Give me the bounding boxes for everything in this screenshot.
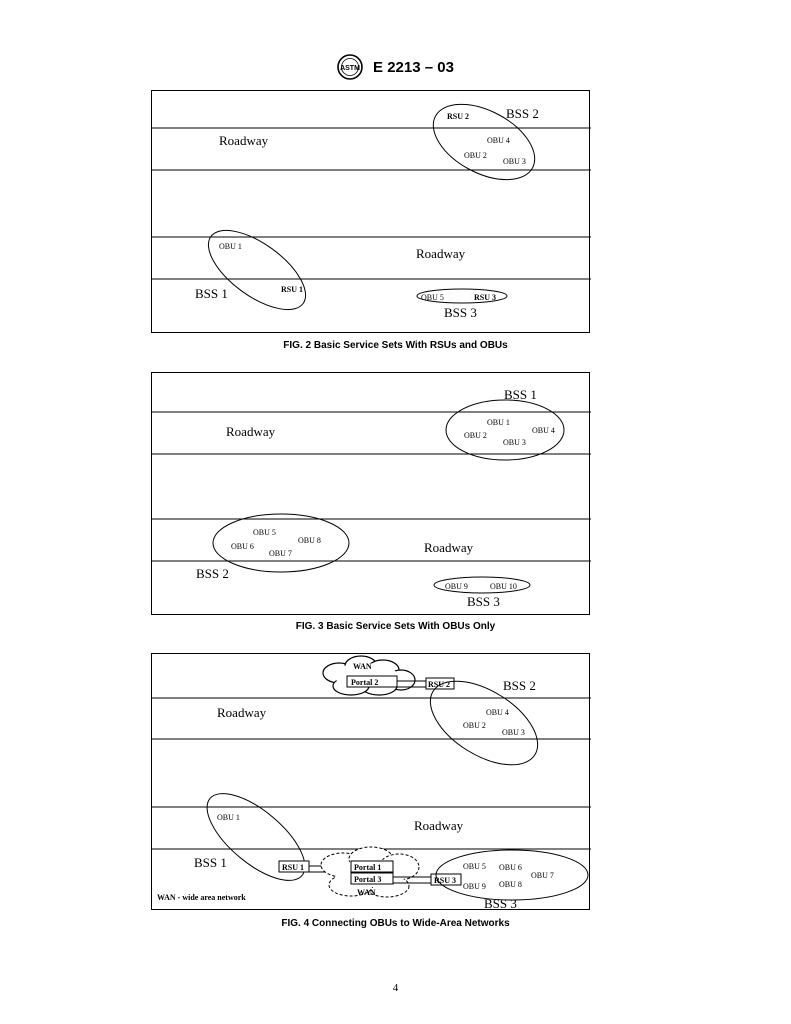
fig4-legend: WAN - wide area network bbox=[157, 893, 246, 902]
fig4-obu2: OBU 2 bbox=[463, 721, 486, 730]
fig4-rsu2: RSU 2 bbox=[428, 680, 451, 689]
fig4-roadway-bottom: Roadway bbox=[414, 818, 464, 833]
fig4-obu1: OBU 1 bbox=[217, 813, 240, 822]
fig2-bss3: BSS 3 bbox=[444, 305, 477, 320]
fig3-obu3: OBU 3 bbox=[503, 438, 526, 447]
page-number: 4 bbox=[392, 982, 399, 994]
fig4-caption: FIG. 4 Connecting OBUs to Wide-Area Networks bbox=[281, 918, 510, 929]
fig3-obu10: OBU 10 bbox=[490, 582, 517, 591]
fig4-portal1: Portal 1 bbox=[354, 863, 382, 872]
fig3-obu6: OBU 6 bbox=[231, 542, 254, 551]
fig4-bss3: BSS 3 bbox=[484, 896, 517, 911]
fig3-obu7: OBU 7 bbox=[269, 549, 292, 558]
fig3-obu5: OBU 5 bbox=[253, 528, 276, 537]
fig2-roadway-bottom: Roadway bbox=[416, 246, 466, 261]
fig4-obu9: OBU 9 bbox=[463, 882, 486, 891]
fig3-bss1: BSS 1 bbox=[504, 387, 537, 402]
fig4-obu3: OBU 3 bbox=[502, 728, 525, 737]
fig4-wan-top: WAN bbox=[353, 662, 372, 671]
fig2-roadway-top: Roadway bbox=[219, 133, 269, 148]
fig4-obu4: OBU 4 bbox=[486, 708, 509, 717]
fig3-bss3: BSS 3 bbox=[467, 594, 500, 609]
fig2-obu3: OBU 3 bbox=[503, 157, 526, 166]
fig3-diagram bbox=[151, 372, 591, 616]
fig2-rsu1: RSU 1 bbox=[281, 285, 304, 294]
fig4-obu7: OBU 7 bbox=[531, 871, 554, 880]
fig4-portal2: Portal 2 bbox=[351, 678, 379, 687]
fig4-roadway-top: Roadway bbox=[217, 705, 267, 720]
fig2-obu1: OBU 1 bbox=[219, 242, 242, 251]
fig2-obu4: OBU 4 bbox=[487, 136, 510, 145]
bss1-ellipse bbox=[193, 779, 318, 896]
fig2-rsu3: RSU 3 bbox=[474, 293, 497, 302]
fig3-obu8: OBU 8 bbox=[298, 536, 321, 545]
fig2-rsu2: RSU 2 bbox=[447, 112, 470, 121]
fig3-bss2: BSS 2 bbox=[196, 566, 229, 581]
fig2-bss2: BSS 2 bbox=[506, 106, 539, 121]
fig2-obu5: OBU 5 bbox=[421, 293, 444, 302]
fig4-portal3: Portal 3 bbox=[354, 875, 382, 884]
fig3-obu9: OBU 9 bbox=[445, 582, 468, 591]
document-designation: E 2213 – 03 bbox=[373, 58, 454, 76]
fig4-bss1: BSS 1 bbox=[194, 855, 227, 870]
fig4-wan-bottom: WAN bbox=[357, 888, 376, 897]
fig3-roadway-bottom: Roadway bbox=[424, 540, 474, 555]
fig3-obu2: OBU 2 bbox=[464, 431, 487, 440]
fig3-roadway-top: Roadway bbox=[226, 424, 276, 439]
fig4-obu8: OBU 8 bbox=[499, 880, 522, 889]
astm-logo-icon bbox=[337, 54, 363, 80]
svg-text:ASTM: ASTM bbox=[340, 65, 360, 72]
fig2-caption: FIG. 2 Basic Service Sets With RSUs and OBUs bbox=[283, 340, 508, 351]
fig3-caption: FIG. 3 Basic Service Sets With OBUs Only bbox=[295, 621, 496, 632]
fig4-rsu3: RSU 3 bbox=[434, 876, 457, 885]
fig2-bss1: BSS 1 bbox=[195, 286, 228, 301]
fig3-obu1: OBU 1 bbox=[487, 418, 510, 427]
fig4-obu6: OBU 6 bbox=[499, 863, 522, 872]
fig3-obu4: OBU 4 bbox=[532, 426, 555, 435]
page-header bbox=[0, 54, 791, 80]
bss1-ellipse bbox=[196, 215, 319, 324]
fig4-obu5: OBU 5 bbox=[463, 862, 486, 871]
fig4-bss2: BSS 2 bbox=[503, 678, 536, 693]
fig2-diagram bbox=[151, 90, 591, 334]
fig2-obu2: OBU 2 bbox=[464, 151, 487, 160]
fig4-diagram bbox=[151, 653, 591, 911]
fig4-rsu1: RSU 1 bbox=[282, 863, 305, 872]
